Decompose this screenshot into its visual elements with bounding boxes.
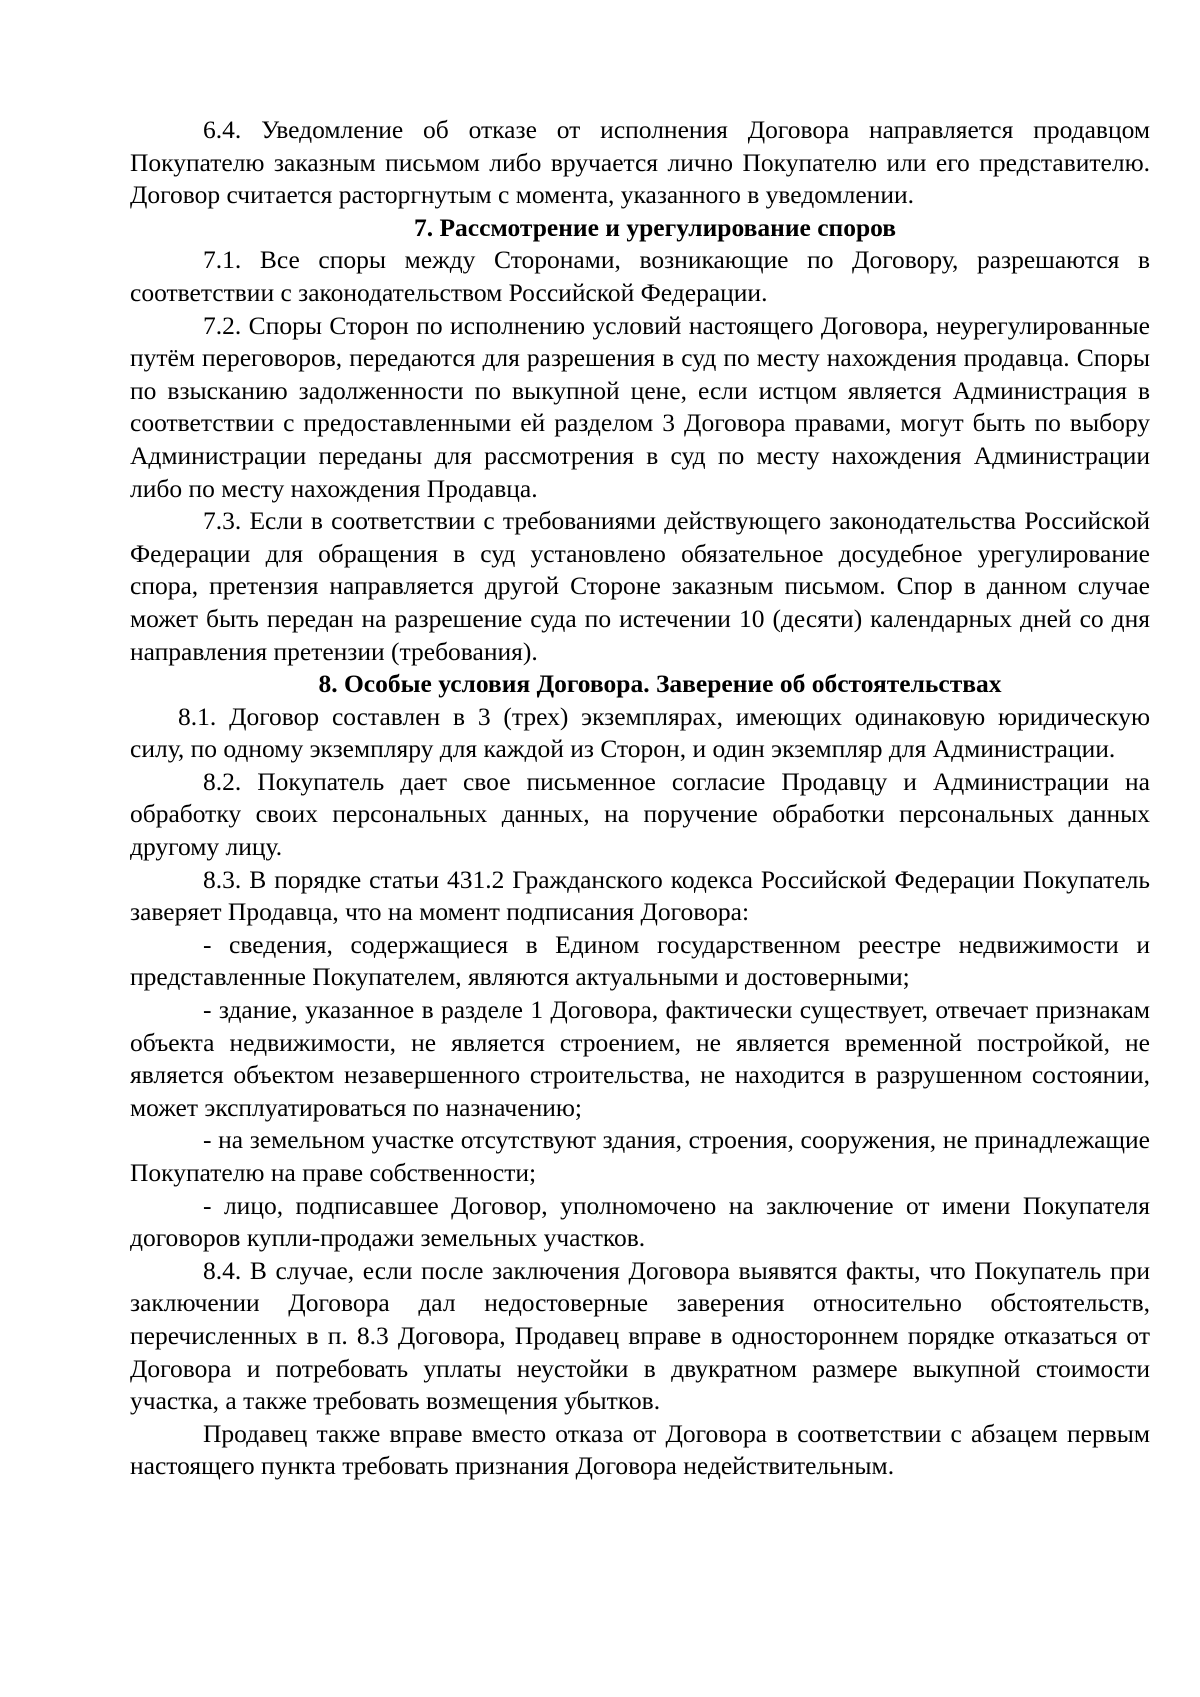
paragraph-8-2: 8.2. Покупатель дает свое письменное согласие Продавцу и Администрации на обработку своих персональных данных, на поручение обработки персональных данных другому лицу.: [130, 766, 1150, 862]
list-item: - здание, указанное в разделе 1 Договора, фактически существует, отвечает признакам объекта недвижимости, не является строением, не является временной постройкой, не является объектом незавершенного строительства, не находится в разрушенном состоянии, может эксплуатироваться по назначению;: [130, 995, 1150, 1122]
paragraph-6-4: 6.4. Уведомление об отказе от исполнения Договора направляется продавцом Покупателю заказным письмом либо вручается лично Покупателю или его представителю. Договор считается расторгнутым с момента, указанного в уведомлении.: [130, 115, 1150, 210]
list-item: - лицо, подписавшее Договор, уполномочено на заключение от имени Покупателя договоров купли-продажи земельных участков.: [130, 1190, 1150, 1253]
paragraph-7-1: 7.1. Все споры между Сторонами, возникающие по Договору, разрешаются в соответствии с законодательством Российской Федерации.: [130, 245, 1150, 307]
paragraph-8-4-extra: Продавец также вправе вместо отказа от Договора в соответствии с абзацем первым настоящего пункта требовать признания Договора недействительным.: [130, 1418, 1150, 1481]
list-item: - сведения, содержащиеся в Едином государственном реестре недвижимости и представленные Покупателем, являются актуальными и достоверными;: [130, 929, 1150, 992]
paragraph-8-4: 8.4. В случае, если после заключения Договора выявятся факты, что Покупатель при заключении Договора дал недостоверные заверения относительно обстоятельств, перечисленных в п. 8.3 Договора, Продавец вправе в одностороннем порядке отказаться от Договора и потребовать уплаты неустойки в двукратном размере выкупной стоимости участка, а также требовать возмещения убытков.: [130, 1255, 1150, 1416]
paragraph-7-3: 7.3. Если в соответствии с требованиями действующего законодательства Российской Федерации для обращения в суд установлено обязательное досудебное урегулирование спора, претензия направляется другой Стороне заказным письмом. Спор в данном случае может быть передан на разрешение суда по истечении 10 (десяти) календарных дней со дня направления претензии (требования).: [130, 506, 1150, 666]
document-body: [130, 114, 1150, 1483]
paragraph-8-1: 8.1. Договор составлен в 3 (трех) экземплярах, имеющих одинаковую юридическую силу, по одному экземпляру для каждой из Сторон, и один экземпляр для Администрации.: [130, 701, 1150, 764]
paragraph-8-3: 8.3. В порядке статьи 431.2 Гражданского кодекса Российской Федерации Покупатель заверяет Продавца, что на момент подписания Договора:: [130, 864, 1150, 927]
paragraph-7-2: 7.2. Споры Сторон по исполнению условий настоящего Договора, неурегулированные путём переговоров, передаются для разрешения в суд по месту нахождения продавца. Споры по взысканию задолженности по выкупной цене, если истцом является Администрация в соответствии с предоставленными ей разделом 3 Договора правами, могут быть по выбору Администрации переданы для рассмотрения в суд по месту нахождения Администрации либо по месту нахождения Продавца.: [130, 310, 1150, 503]
list-item: - на земельном участке отсутствуют здания, строения, сооружения, не принадлежащие Покупателю на праве собственности;: [130, 1125, 1150, 1187]
section-8-heading: 8. Особые условия Договора. Заверение об обстоятельствах: [318, 669, 1002, 699]
section-7-heading: 7. Рассмотрение и урегулирование споров: [413, 212, 897, 242]
